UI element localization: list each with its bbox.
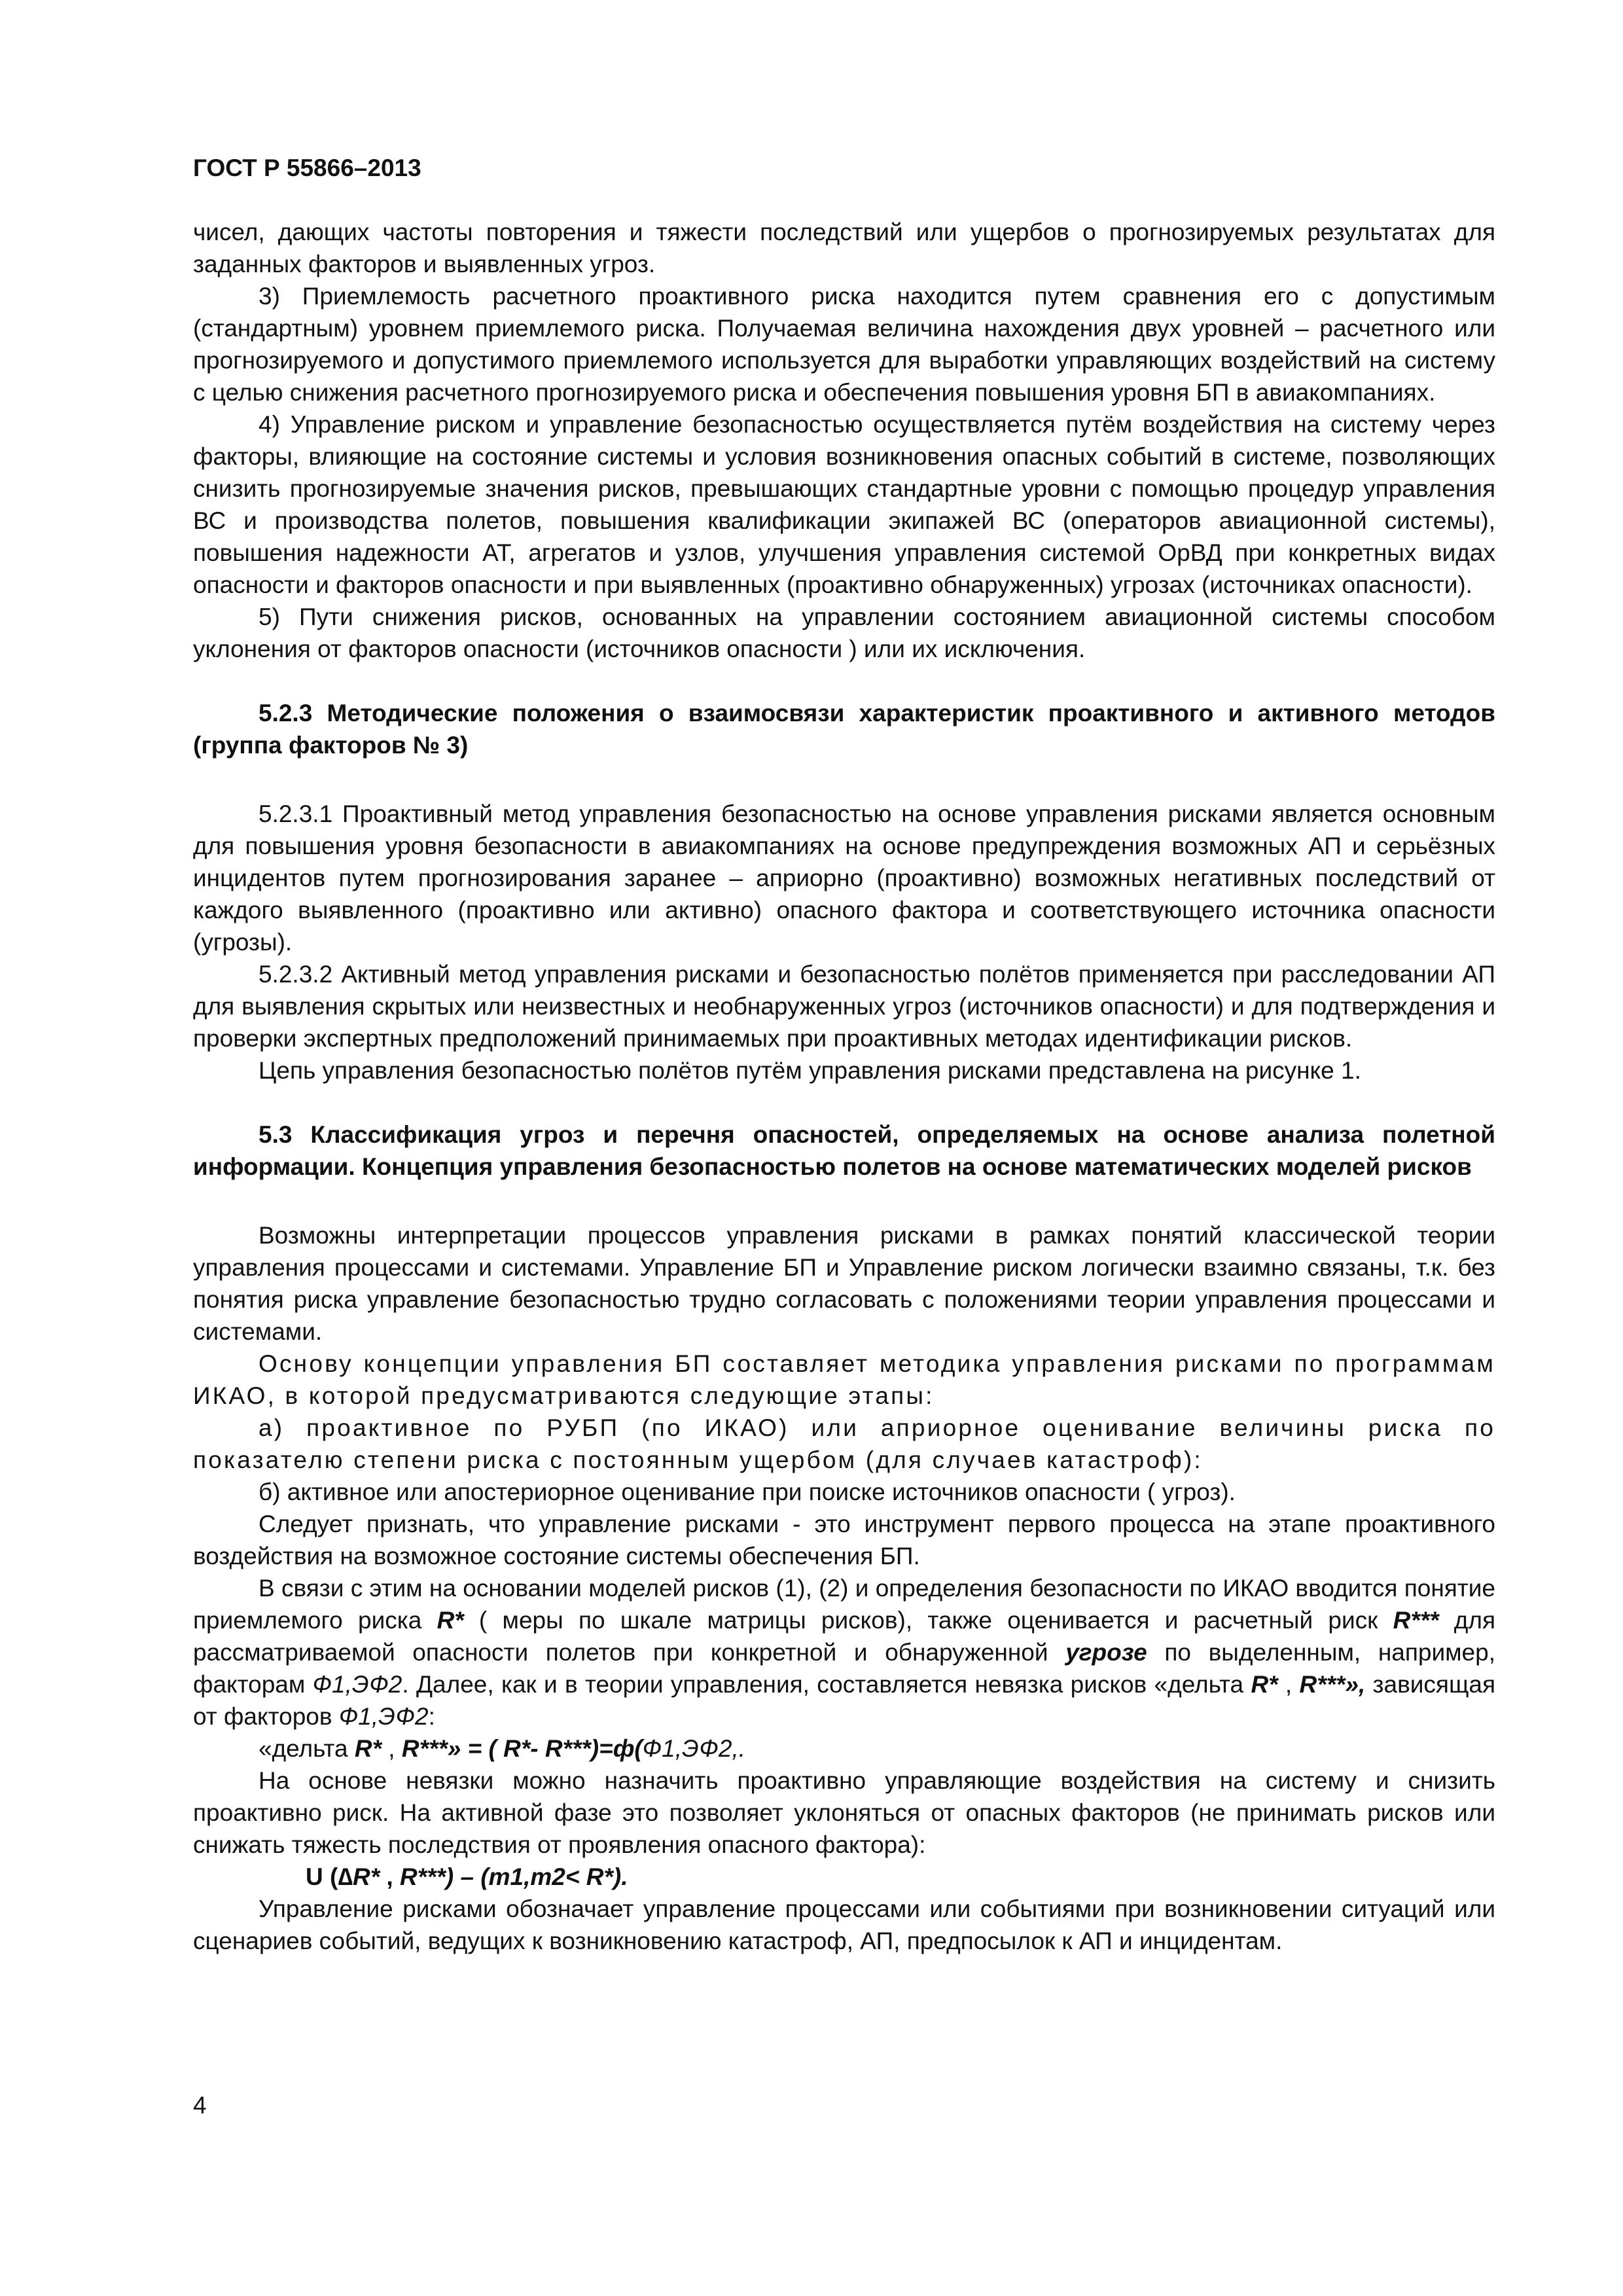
paragraph-concept-basis: Основу концепции управления БП составляет методика управления рисками по программам ИКАО, в которой предусматриваются следующие этапы: xyxy=(193,1350,1495,1409)
paragraph-proactive-control: На основе невязки можно назначить проактивно управляющие воздействия на систему и снизить проактивно риск. На активной фазе это позволяет уклоняться от опасных факторов (не принимать рисков или снижать тяжесть последствия от проявления опасного фактора): xyxy=(193,1767,1495,1858)
paragraph-risk-management-tool: Следует признать, что управление рисками - это инструмент первого процесса на этапе проактивного воздействия на возможное состояние системы обеспечения БП. xyxy=(193,1511,1495,1570)
paragraph-interpretations: Возможны интерпретации процессов управления рисками в рамках понятий классической теории управления процессами и системами. Управление БП и Управление риском логически взаимно связаны, т.к. без понятия риска управление безопасностью трудно согласовать с положениями теории управления процессами и системами. xyxy=(193,1222,1495,1345)
section-heading-5-3: 5.3 Классификация угроз и перечня опасностей, определяемых на основе анализа полетной информации. Концепция управления безопасностью полетов на основе математических моделей рисков xyxy=(193,1121,1495,1180)
paragraph-continuation: чисел, дающих частоты повторения и тяжести последствий или ущербов о прогнозируемых результатах для заданных факторов и выявленных угроз. xyxy=(193,219,1495,278)
page-number: 4 xyxy=(193,2092,207,2119)
section-heading-5-2-3: 5.2.3 Методические положения о взаимосвязи характеристик проактивного и активного методов (группа факторов № 3) xyxy=(193,700,1495,759)
paragraph-acceptable-risk: В связи с этим на основании моделей рисков (1), (2) и определения безопасности по ИКАО вводится понятие приемлемого риска R* ( меры по шкале матрицы рисков), также оценивается и расчетный риск R*** для рассматриваемой опасности полетов при конкретной и обнаруженной угрозе по выделенным, например, факторам Ф1,ЭФ2. Далее, как и в теории управления, составляется невязка рисков «дельта R* , R***», зависящая от факторов Ф1,ЭФ2: xyxy=(193,1575,1496,1730)
paragraph-5-2-3-1: 5.2.3.1 Проактивный метод управления безопасностью на основе управления рисками является основным для повышения уровня безопасности в авиакомпаниях на основе предупреждения возможных АП и серьёзных инцидентов путем прогнозирования заранее – априорно (проактивно) возможных негативных последствий от каждого выявленного (проактивно или активно) опасного фактора и соответствующего источника опасности (угрозы). xyxy=(193,800,1495,956)
document-header: ГОСТ Р 55866–2013 xyxy=(193,154,421,181)
paragraph-item-4: 4) Управление риском и управление безопасностью осуществляется путём воздействия на систему через факторы, влияющие на состояние системы и условия возникновения опасных событий в системе, позволяющих снизить прогнозируемые значения рисков, превышающих стандартные уровни с помощью процедур управления ВС и производства полетов, повышения квалификации экипажей ВС (операторов авиационной системы), повышения надежности АТ, агрегатов и узлов, улучшения управления системой ОрВД при конкретных видах опасности и факторов опасности и при выявленных (проактивно обнаруженных) угрозах (источниках опасности). xyxy=(193,411,1495,598)
list-item-b: б) активное или апостериорное оценивание при поиске источников опасности ( угроз). xyxy=(259,1479,1236,1505)
list-item-a: а) проактивное по РУБП (по ИКАО) или априорное оценивание величины риска по показателю степени риска с постоянным ущербом (для случаев катастроф): xyxy=(193,1414,1495,1473)
formula-risk-residual: «дельта R* , R***» = ( R*- R***)=ф(Ф1,ЭФ2,. xyxy=(259,1735,746,1762)
paragraph-figure-reference: Цепь управления безопасностью полётов путём управления рисками представлена на рисунке 1. xyxy=(259,1057,1361,1084)
page-body xyxy=(193,216,1495,1957)
paragraph-risk-management-definition: Управление рисками обозначает управление процессами или событиями при возникновении ситуаций или сценариев событий, ведущих к возникновению катастроф, АП, предпосылок к АП и инцидентам. xyxy=(193,1895,1495,1954)
formula-control-action: U (∆R* , R***) – (m1,m2< R*). xyxy=(306,1863,628,1890)
paragraph-item-3: 3) Приемлемость расчетного проактивного риска находится путем сравнения его с допустимым (стандартным) уровнем приемлемого риска. Получаемая величина нахождения двух уровней – расчетного или прогнозируемого и допустимого приемлемого используется для выработки управляющих воздействий на систему с целью снижения расчетного прогнозируемого риска и обеспечения повышения уровня БП в авиакомпаниях. xyxy=(193,283,1495,406)
paragraph-item-5: 5) Пути снижения рисков, основанных на управлении состоянием авиационной системы способом уклонения от факторов опасности (источников опасности ) или их исключения. xyxy=(193,603,1495,662)
paragraph-5-2-3-2: 5.2.3.2 Активный метод управления рисками и безопасностью полётов применяется при расследовании АП для выявления скрытых или неизвестных и необнаруженных угроз (источников опасности) и для подтверждения и проверки экспертных предположений принимаемых при проактивных методах идентификации рисков. xyxy=(193,961,1495,1052)
